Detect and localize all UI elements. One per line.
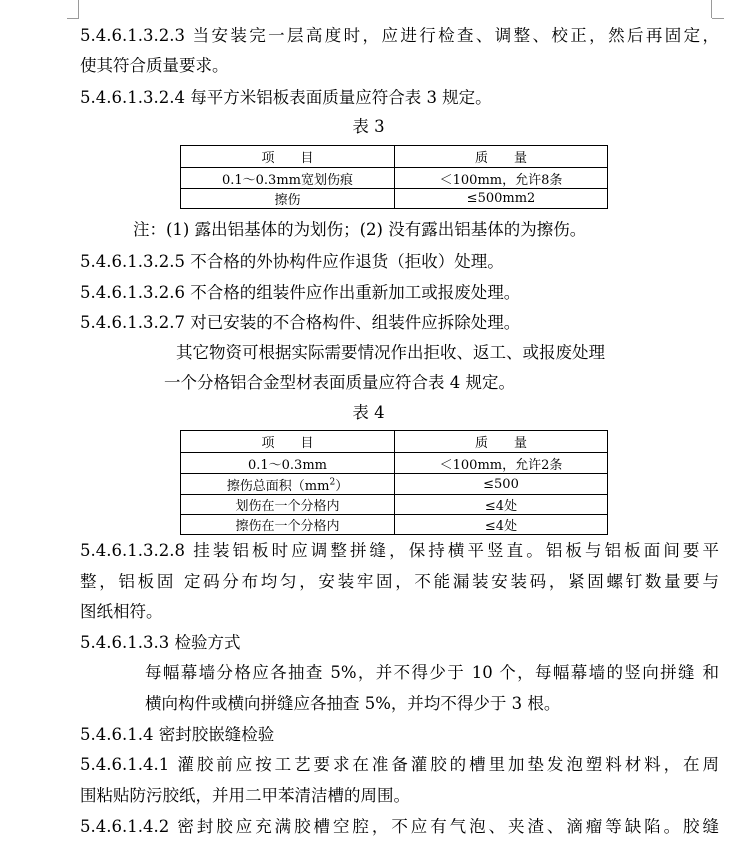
- table-cell: ≤500mm2: [395, 189, 608, 209]
- table-cell: [181, 474, 395, 495]
- table-row: [181, 168, 608, 189]
- table-row: [181, 189, 608, 209]
- para-5-4-6-1-4-1: 5.4.6.1.4.1 灌胶前应按工艺要求在准备灌胶的槽里加垫发泡塑料材料，在周: [80, 755, 719, 774]
- table-row: [181, 146, 608, 168]
- page-corner-mark-right: [711, 0, 712, 18]
- table-row: [181, 431, 608, 453]
- heading-5-4-6-1-3-3: 5.4.6.1.3.3 检验方式: [80, 633, 241, 652]
- table-cell-paren: ）: [335, 478, 349, 494]
- para-inspection-method-cont: 横向构件或横向拼缝应各抽查 5%，并均不得少于 3 根。: [145, 694, 561, 713]
- table-3-caption: 表 3: [352, 117, 385, 136]
- para-inspection-method: 每幅幕墙分格应各抽查 5%，并不得少于 10 个，每幅幕墙的竖向拼缝 和: [145, 663, 719, 682]
- table-cell: 0.1～0.3mm: [181, 453, 395, 474]
- table-3-note: 注：(1) 露出铝基体的为划伤；(2) 没有露出铝基体的为擦伤。: [133, 220, 587, 239]
- table-row: [181, 453, 608, 474]
- table-row: [181, 515, 608, 535]
- table-header-cell: 项 目: [181, 146, 395, 168]
- para-5-4-6-1-3-2-8-cont2: 图纸相符。: [80, 602, 163, 621]
- heading-5-4-6-1-4: 5.4.6.1.4 密封胶嵌缝检验: [80, 725, 275, 744]
- table-header-cell: 项 目: [181, 431, 395, 453]
- para-table-4-intro: 一个分格铝合金型材表面质量应符合表 4 规定。: [164, 373, 515, 392]
- table-cell: 0.1～0.3mm宽划伤痕: [181, 168, 395, 189]
- para-5-4-6-1-3-2-7: 5.4.6.1.3.2.7 对已安装的不合格构件、组装件应拆除处理。: [80, 313, 521, 332]
- table-cell-text: 擦伤总面积（mm: [226, 478, 330, 494]
- table-4-caption: 表 4: [352, 403, 385, 422]
- para-5-4-6-1-3-2-3: 5.4.6.1.3.2.3 当安装完一层高度时，应进行检查、调整、校正，然后再固定，: [80, 26, 719, 45]
- table-cell: ≤4处: [395, 495, 608, 515]
- table-cell: ＜100mm，允许8条: [395, 168, 608, 189]
- table-row: [181, 495, 608, 515]
- table-cell: 擦伤: [181, 189, 395, 209]
- para-other-materials: 其它物资可根据实际需要情况作出拒收、返工、或报废处理: [176, 343, 605, 362]
- table-cell: 划伤在一个分格内: [181, 495, 395, 515]
- page-corner-mark-left: [78, 0, 79, 18]
- table-row: [181, 474, 608, 495]
- para-5-4-6-1-4-2: 5.4.6.1.4.2 密封胶应充满胶槽空腔，不应有气泡、夹渣、滴瘤等缺陷。胶缝: [80, 817, 719, 836]
- table-cell: ≤500: [395, 474, 608, 495]
- para-5-4-6-1-3-2-8-cont1: 整，铝板固 定码分布均匀，安装牢固，不能漏装安装码，紧固螺钉数量要与: [80, 572, 719, 591]
- table-4: [180, 430, 608, 535]
- table-3: [180, 145, 608, 209]
- table-header-cell: 质 量: [395, 146, 608, 168]
- para-5-4-6-1-3-2-3-cont: 使其符合质量要求。: [80, 56, 229, 75]
- superscript-2: 2: [329, 477, 336, 488]
- para-5-4-6-1-3-2-6: 5.4.6.1.3.2.6 不合格的组装件应作出重新加工或报废处理。: [80, 283, 521, 302]
- table-header-cell: 质 量: [395, 431, 608, 453]
- para-5-4-6-1-3-2-5: 5.4.6.1.3.2.5 不合格的外协构件应作退货（拒收）处理。: [80, 252, 504, 271]
- para-5-4-6-1-3-2-8: 5.4.6.1.3.2.8 挂装铝板时应调整拼缝，保持横平竖直。铝板与铝板面间要平: [80, 541, 719, 560]
- table-cell: ＜100mm，允许2条: [395, 453, 608, 474]
- table-cell: ≤4处: [395, 515, 608, 535]
- para-5-4-6-1-4-1-cont: 围粘贴防污胶纸，并用二甲苯清洁槽的周围。: [80, 786, 410, 805]
- table-cell: 擦伤在一个分格内: [181, 515, 395, 535]
- para-5-4-6-1-3-2-4: 5.4.6.1.3.2.4 每平方米铝板表面质量应符合表 3 规定。: [80, 88, 492, 107]
